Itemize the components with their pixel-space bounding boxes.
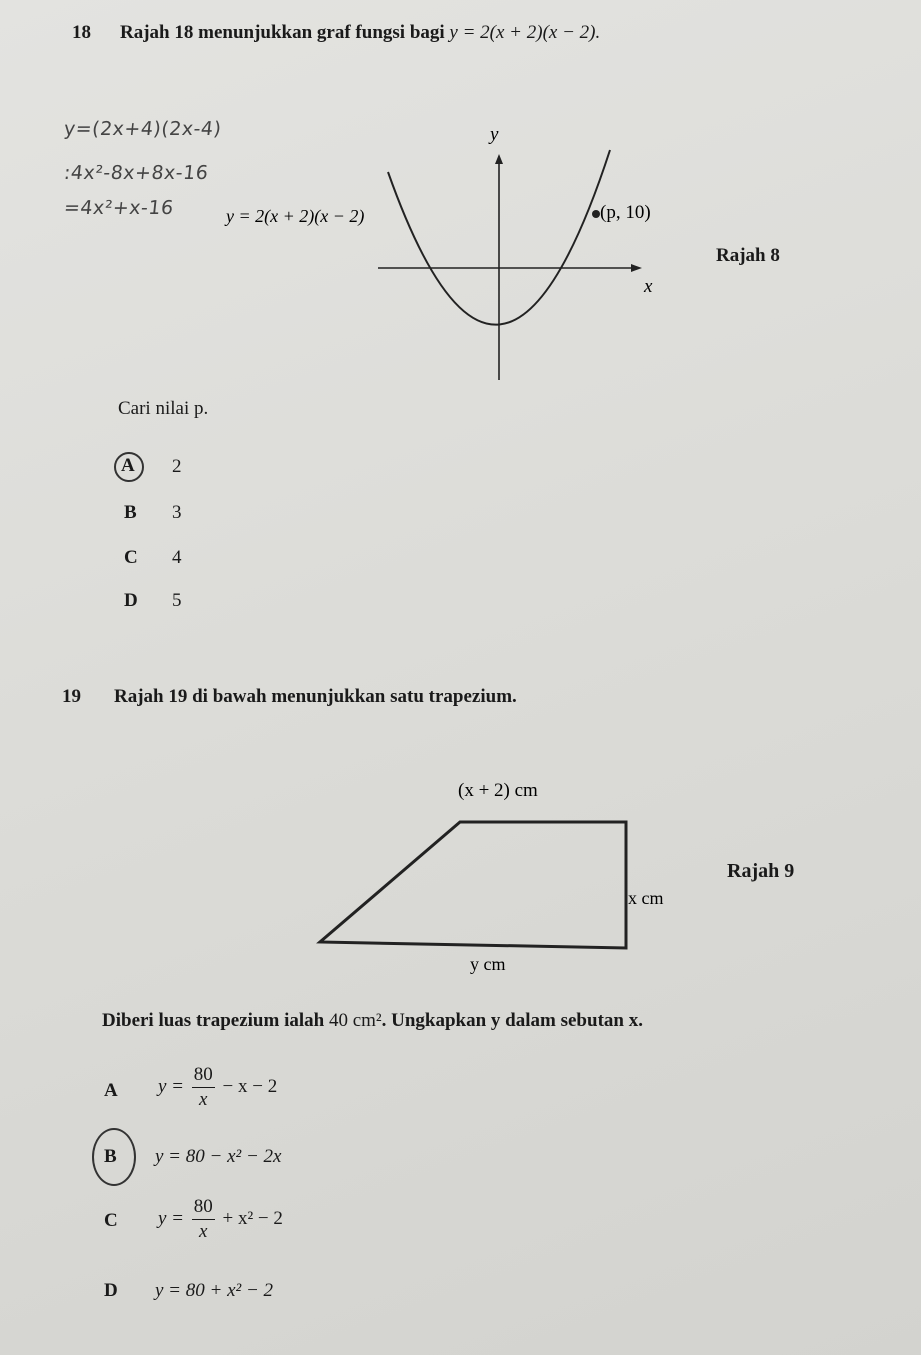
q19-c-den: x <box>199 1221 208 1242</box>
trapezium-right-label: x cm <box>628 888 664 908</box>
question-18-stem: Rajah 18 menunjukkan graf fungsi bagi <box>120 22 445 43</box>
y-axis-label: y <box>490 124 499 145</box>
given-area: 40 cm² <box>328 1010 382 1031</box>
given-suffix: . Ungkapkan y dalam sebutan x. <box>381 1010 643 1031</box>
trapezium-top-label: (x + 2) cm <box>458 780 538 801</box>
x-axis-arrow <box>631 264 642 272</box>
question-18-text <box>120 22 600 44</box>
x-axis-label: x <box>644 276 653 297</box>
figure-label-rajah-9: Rajah 9 <box>727 860 795 882</box>
q19-option-b-letter[interactable]: B <box>104 1146 117 1167</box>
q18-option-d-letter[interactable]: D <box>124 590 138 611</box>
handwriting-line-2: :4x²-8x+8x-16 <box>62 162 210 184</box>
q19-option-b-expr[interactable]: y = 80 − x² − 2x <box>155 1146 282 1167</box>
q18-option-a-value[interactable]: 2 <box>172 456 182 477</box>
question-18-number: 18 <box>72 22 91 43</box>
q18-option-b-letter[interactable]: B <box>124 502 137 523</box>
graph-equation-label: y = 2(x + 2)(x − 2) <box>226 206 365 226</box>
q19-a-rest: − x − 2 <box>222 1075 278 1097</box>
trapezium-shape <box>320 822 626 948</box>
q19-c-fraction <box>192 1195 215 1244</box>
parabola-graph <box>220 118 700 388</box>
point-label: (p, 10) <box>600 202 651 223</box>
point-p-10 <box>592 210 600 218</box>
handwriting-line-3: =4x²+x-16 <box>62 197 175 219</box>
q19-c-lhs: y = <box>158 1207 185 1229</box>
q18-option-d-value[interactable]: 5 <box>172 590 182 611</box>
question-19-number: 19 <box>62 686 81 707</box>
q19-option-d-expr[interactable]: y = 80 + x² − 2 <box>155 1280 274 1301</box>
q18-option-c-letter[interactable]: C <box>124 547 138 568</box>
question-19-text: Rajah 19 di bawah menunjukkan satu trapezium. <box>114 686 517 707</box>
q19-option-a-letter[interactable]: A <box>104 1080 118 1101</box>
q19-a-lhs: y = <box>158 1075 185 1097</box>
question-19-given <box>102 1010 643 1032</box>
q19-a-num: 80 <box>192 1063 215 1088</box>
q18-option-c-value[interactable]: 4 <box>172 547 182 568</box>
given-prefix: Diberi luas trapezium ialah <box>102 1010 325 1031</box>
q19-c-rest: + x² − 2 <box>222 1207 283 1229</box>
question-18-equation: y = 2(x + 2)(x − 2). <box>449 22 601 43</box>
q19-option-c-expr[interactable] <box>158 1195 283 1244</box>
q18-option-a-letter[interactable]: A <box>121 455 135 476</box>
y-axis-arrow <box>495 154 503 164</box>
q19-option-d-letter[interactable]: D <box>104 1280 118 1301</box>
q19-option-a-expr[interactable] <box>158 1063 277 1112</box>
trapezium-figure <box>300 770 720 980</box>
handwriting-line-1: y=(2x+4)(2x-4) <box>62 118 223 140</box>
q19-a-fraction <box>192 1063 215 1112</box>
figure-label-rajah-8: Rajah 8 <box>716 245 780 266</box>
q19-option-c-letter[interactable]: C <box>104 1210 118 1231</box>
question-18-prompt: Cari nilai p. <box>118 398 209 419</box>
q19-a-den: x <box>199 1089 208 1110</box>
q19-c-num: 80 <box>192 1195 215 1220</box>
q18-option-b-value[interactable]: 3 <box>172 502 182 523</box>
trapezium-bottom-label: y cm <box>470 954 506 974</box>
